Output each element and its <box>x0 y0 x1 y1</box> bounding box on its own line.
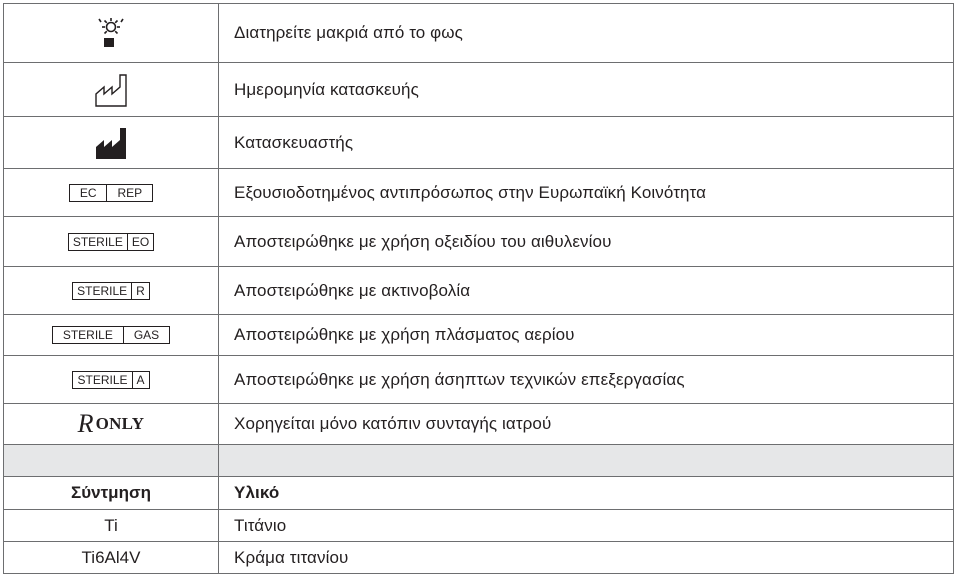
table-row <box>4 356 954 404</box>
symbols-table <box>3 3 954 574</box>
table-row <box>4 404 954 445</box>
symbol-description: Κατασκευαστής <box>219 117 954 169</box>
symbol-cell <box>4 63 219 117</box>
symbol-description: Αποστειρώθηκε με χρήση άσηπτων τεχνικών επεξεργασίας <box>219 356 954 404</box>
symbol-description: Χορηγείται μόνο κατόπιν συνταγής ιατρού <box>219 404 954 445</box>
keep-away-from-sunlight-icon <box>93 18 129 48</box>
symbol-description: Αποστειρώθηκε με χρήση πλάσματος αερίου <box>219 315 954 356</box>
sterile-r-icon: STERILE R <box>72 282 150 300</box>
symbol-cell <box>4 169 219 217</box>
symbol-cell <box>4 217 219 267</box>
symbol-description: Διατηρείτε μακριά από το φως <box>219 4 954 63</box>
material-cell: Τιτάνιο <box>219 510 954 542</box>
table-row <box>4 267 954 315</box>
abbreviation-header: Σύντμηση <box>4 477 219 510</box>
table-row <box>4 315 954 356</box>
manufacturer-icon <box>93 125 129 161</box>
symbol-cell <box>4 267 219 315</box>
table-row <box>4 117 954 169</box>
table-row <box>4 542 954 574</box>
material-header: Υλικό <box>219 477 954 510</box>
materials-header-row <box>4 477 954 510</box>
symbol-cell <box>4 356 219 404</box>
symbol-description: Εξουσιοδοτημένος αντιπρόσωπος στην Ευρωπαϊκή Κοινότητα <box>219 169 954 217</box>
table-divider-row <box>4 445 954 477</box>
abbreviation-cell: Ti <box>4 510 219 542</box>
abbreviation-cell: Ti6Al4V <box>4 542 219 574</box>
date-of-manufacture-icon <box>93 72 129 108</box>
symbol-cell <box>4 4 219 63</box>
symbol-description: Αποστειρώθηκε με χρήση οξειδίου του αιθυλενίου <box>219 217 954 267</box>
ec-rep-icon: EC REP <box>69 184 153 202</box>
symbol-description: Ημερομηνία κατασκευής <box>219 63 954 117</box>
symbol-cell <box>4 315 219 356</box>
table-row <box>4 217 954 267</box>
sterile-eo-icon: STERILE EO <box>68 233 154 251</box>
table-row <box>4 169 954 217</box>
symbol-cell <box>4 404 219 445</box>
symbol-description: Αποστειρώθηκε με ακτινοβολία <box>219 267 954 315</box>
symbol-cell <box>4 117 219 169</box>
table-row <box>4 4 954 63</box>
material-cell: Κράμα τιτανίου <box>219 542 954 574</box>
rx-only-icon: R ONLY <box>77 409 145 438</box>
sterile-a-icon: STERILE A <box>72 371 149 389</box>
table-row <box>4 510 954 542</box>
sterile-gas-icon: STERILE GAS <box>52 326 170 344</box>
table-row <box>4 63 954 117</box>
